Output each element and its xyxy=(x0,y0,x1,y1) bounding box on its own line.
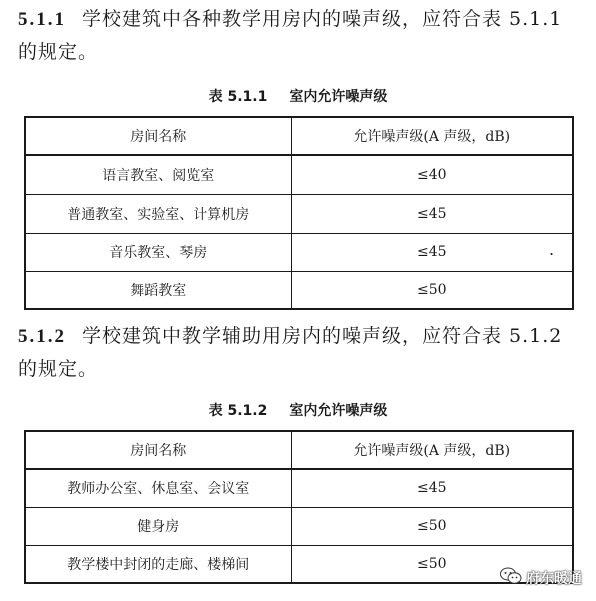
header-room-name: 房间名称 xyxy=(25,431,291,469)
paragraph-line xyxy=(18,3,584,36)
room-name: 教师办公室、休息室、会议室 xyxy=(25,469,291,507)
paragraph-line xyxy=(18,320,584,353)
table-row xyxy=(25,155,573,194)
caption-number: 表 5.1.1 xyxy=(208,89,268,105)
watermark xyxy=(500,567,582,589)
header-room-name: 房间名称 xyxy=(25,117,291,155)
table-row xyxy=(25,271,573,309)
noise-level: ≤45 xyxy=(291,194,573,233)
table-caption xyxy=(0,86,596,106)
noise-level: ≤45 xyxy=(291,469,573,507)
room-name: 健身房 xyxy=(25,507,291,545)
wechat-icon xyxy=(500,567,522,589)
noise-level: ≤50 xyxy=(291,507,573,545)
table-caption xyxy=(0,400,596,420)
table-row xyxy=(25,233,573,271)
stray-dot: . xyxy=(549,240,555,259)
clause-text: 学校建筑中各种教学用房内的噪声级，应符合表 5.1.1 xyxy=(82,8,563,30)
clause-number: 5.1.1 xyxy=(18,9,66,30)
noise-level: ≤50 xyxy=(291,545,573,583)
clause-number: 5.1.2 xyxy=(18,326,66,347)
room-name: 舞蹈教室 xyxy=(25,271,291,309)
room-name: 普通教室、实验室、计算机房 xyxy=(25,194,291,233)
table-row xyxy=(25,469,573,507)
caption-title: 室内允许噪声级 xyxy=(289,403,388,419)
room-name: 语言教室、阅览室 xyxy=(25,155,291,194)
noise-level: ≤50 xyxy=(291,271,573,309)
room-name: 音乐教室、琴房 xyxy=(25,233,291,271)
table-row xyxy=(25,194,573,233)
watermark-text: 府东暖通 xyxy=(526,571,582,587)
clause-text: 学校建筑中教学辅助用房内的噪声级，应符合表 5.1.2 xyxy=(82,325,563,347)
room-name: 教学楼中封闭的走廊、楼梯间 xyxy=(25,545,291,583)
caption-title: 室内允许噪声级 xyxy=(289,89,388,105)
caption-number: 表 5.1.2 xyxy=(208,403,268,419)
paragraph-5-1-1 xyxy=(18,3,584,69)
table-header-row xyxy=(25,117,573,155)
table-header-row xyxy=(25,431,573,469)
paragraph-line: 的规定。 xyxy=(18,358,99,380)
header-noise-level: 允许噪声级(A 声级，dB) xyxy=(291,117,573,155)
paragraph-5-1-2 xyxy=(18,320,584,386)
noise-table-5-1-1 xyxy=(24,116,574,310)
table-row xyxy=(25,507,573,545)
header-noise-level: 允许噪声级(A 声级，dB) xyxy=(291,431,573,469)
noise-table-5-1-2 xyxy=(24,430,574,584)
noise-level: ≤40 xyxy=(291,155,573,194)
table-row xyxy=(25,545,573,583)
paragraph-line: 的规定。 xyxy=(18,41,99,63)
noise-level: ≤45 xyxy=(291,233,573,271)
